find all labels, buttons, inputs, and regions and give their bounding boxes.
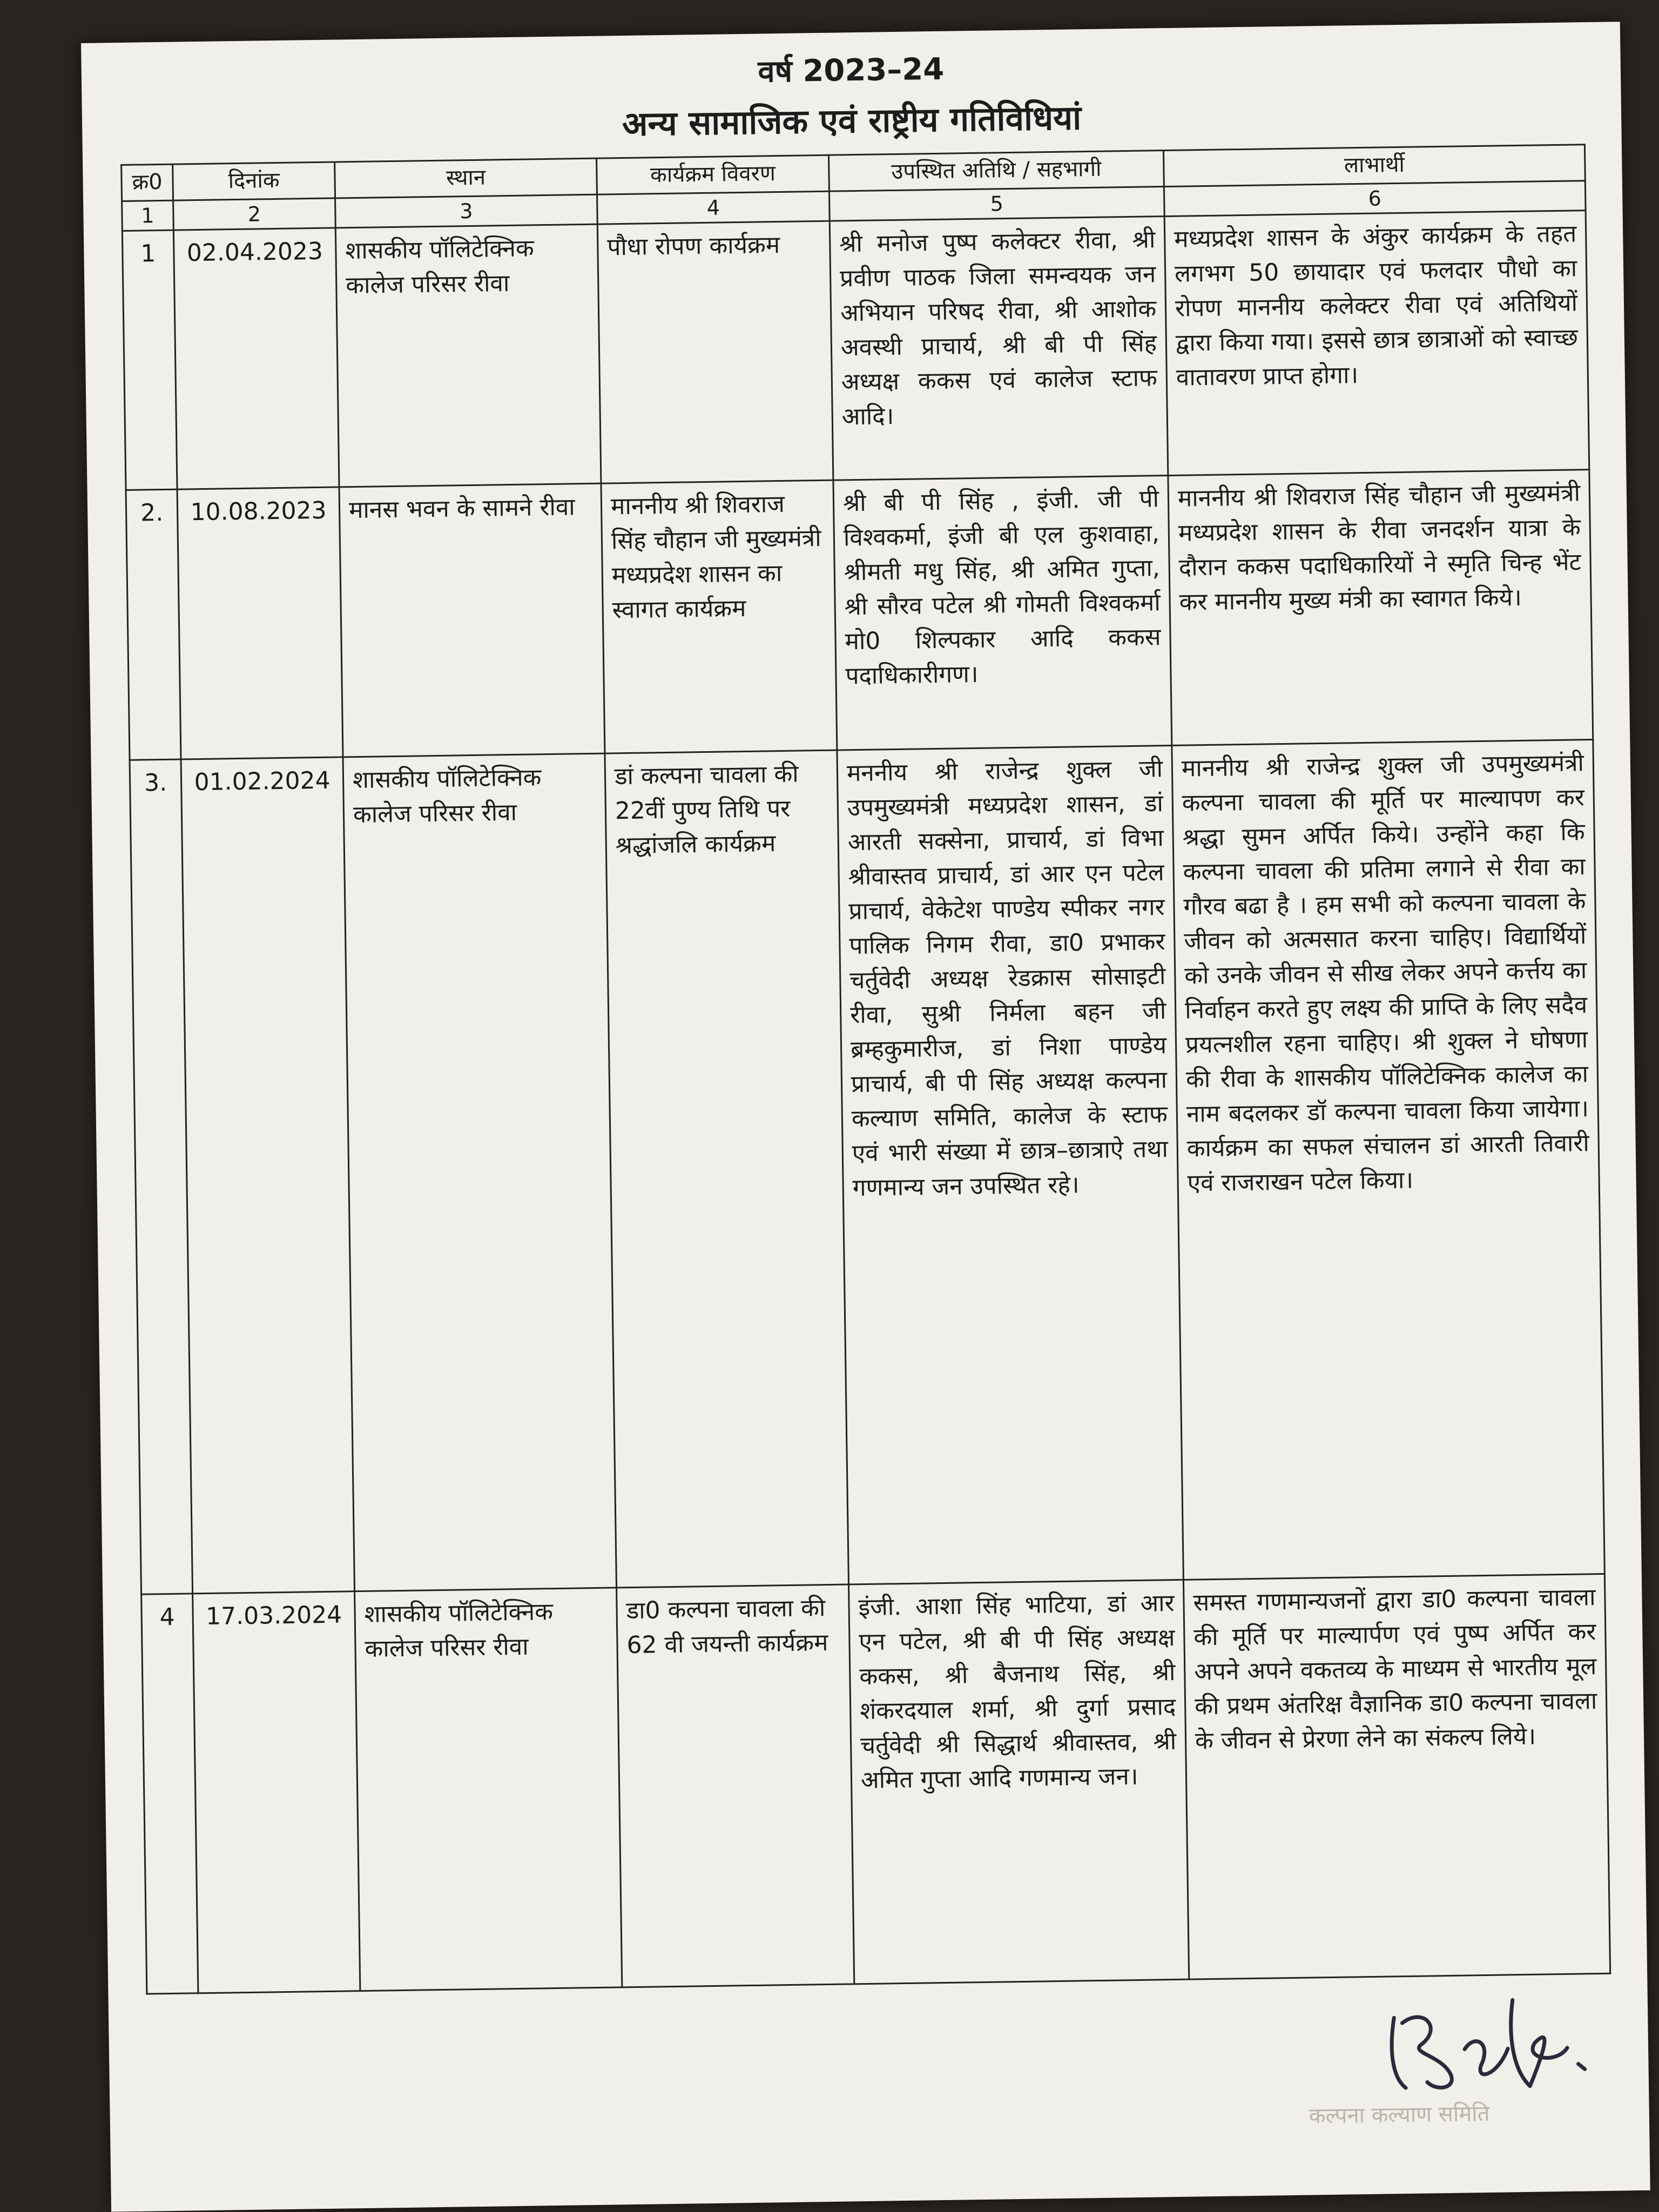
guests-cell: श्री मनोज पुष्प कलेक्टर रीवा, श्री प्रवीण पाठक जिला समन्वयक जन अभियान परिषद रीवा, श्री आशोक अवस्थी प्राचार्य, श्री बी पी सिंह अध्यक्ष ककस एवं कालेज स्टाफ आदि। bbox=[830, 217, 1168, 481]
column-number: 6 bbox=[1164, 181, 1586, 217]
program-cell: माननीय श्री शिवराज सिंह चौहान जी मुख्यमंत्री मध्यप्रदेश शासन का स्वागत कार्यक्रम bbox=[601, 480, 837, 753]
header-guests: उपस्थित अतिथि / सहभागी bbox=[829, 151, 1164, 192]
year-heading: वर्ष 2023–24 bbox=[758, 51, 945, 90]
serial-cell: 1 bbox=[122, 230, 177, 490]
table-row bbox=[141, 1574, 1610, 1994]
column-number: 1 bbox=[122, 200, 174, 231]
table-row bbox=[130, 740, 1604, 1595]
date-cell: 17.03.2024 bbox=[193, 1591, 360, 1993]
guests-cell: इंजी. आशा सिंह भाटिया, डां आर एन पटेल, श्री बी पी सिंह अध्यक्ष ककस, श्री बैजनाथ सिंह, श्री शंकरदयाल शर्मा, श्री दुर्गा प्रसाद चर्तुवेदी श्री सिद्धार्थ श्रीवास्तव, श्री अमित गुप्ता आदि गणमान्य जन। bbox=[848, 1580, 1189, 1984]
table-row bbox=[126, 470, 1593, 760]
place-cell: मानस भवन के सामने रीवा bbox=[339, 483, 605, 757]
activities-table bbox=[120, 144, 1611, 1995]
beneficiary-cell: मध्यप्रदेश शासन के अंकुर कार्यक्रम के तहत लगभग 50 छायादार एवं फलदार पौधो का रोपण माननीय कलेक्टर रीवा एवं अतिथियों द्वारा किया गया। इससे छात्र छात्राओं को स्वाच्छ वातावरण प्राप्त होगा। bbox=[1164, 211, 1589, 476]
guests-cell: मननीय श्री राजेन्द्र शुक्ल जी उपमुख्यमंत्री मध्यप्रदेश शासन, डां आरती सक्सेना, प्राचार्य, डां विभा श्रीवास्तव प्राचार्य, डां आर एन पटेल प्राचार्य, वेकेटेश पाण्डेय स्पीकर नगर पालिक निगम रीवा, डा0 प्रभाकर चर्तुवेदी अध्यक्ष रेडक्रास सोसाइटी रीवा, सुश्री निर्मला बहन जी ब्रम्हकुमारीज, डां निशा पाण्डेय प्राचार्य, बी पी सिंह अध्यक्ष कल्पना कल्याण समिति, कालेज के स्टाफ एवं भारी संख्या में छात्र–छात्राऐ तथा गणमान्य जन उपस्थित रहे। bbox=[837, 745, 1184, 1584]
serial-cell: 3. bbox=[130, 759, 193, 1594]
beneficiary-cell: समस्त गणमान्यजनों द्वारा डा0 कल्पना चावला की मूर्ति पर माल्यार्पण एवं पुष्प अर्पित कर अपने अपने वकतव्य के माध्यम से भारतीय मूल की प्रथम अंतरिक्ष वैज्ञानिक डा0 कल्पना चावला के जीवन से प्रेरणा लेने का संकल्प लिये। bbox=[1183, 1574, 1610, 1979]
place-cell: शासकीय पॉलिटेक्निक कालेज परिसर रीवा bbox=[335, 224, 601, 487]
column-number: 3 bbox=[335, 194, 598, 228]
serial-cell: 4 bbox=[141, 1594, 198, 1994]
program-cell: पौधा रोपण कार्यक्रम bbox=[597, 221, 833, 483]
header-date: दिनांक bbox=[173, 162, 335, 200]
beneficiary-cell: माननीय श्री राजेन्द्र शुक्ल जी उपमुख्यमंत्री कल्पना चावला की मूर्ति पर माल्यापण कर श्रद्धा सुमन अर्पित किये। उन्होंने कहा कि कल्पना चावला की प्रतिमा लगाने से रीवा का गौरव बढा है । हम सभी को कल्पना चावला के जीवन को अत्मसात करना चाहिए। विद्यार्थियों को उनके जीवन से सीख लेकर अपने कर्त्तय का निर्वाहन करते हुए लक्ष्य की प्राप्ति के लिए सदैव प्रयत्नशील रहना चाहिए। श्री शुक्ल ने घोषणा की रीवा के शासकीय पॉलिटेक्निक कालेज का नाम बदलकर डॉ कल्पना चावला किया जायेगा। कार्यक्रम का सफल संचालन डां आरती तिवारी एवं राजराखन पटेल किया। bbox=[1172, 740, 1604, 1580]
faded-stamp: कल्पना कल्याण समिति bbox=[1309, 2101, 1490, 2129]
guests-cell: श्री बी पी सिंह , इंजी. जी पी विश्वकर्मा, इंजी बी एल कुशवाहा, श्रीमती मधु सिंह, श्री अमित गुप्ता, श्री सौरव पटेल श्री गोमती विश्वकर्मा मो0 शिल्पकार आदि ककस पदाधिकारीगण। bbox=[833, 475, 1172, 750]
serial-cell: 2. bbox=[126, 489, 181, 760]
handwritten-signature bbox=[1372, 1982, 1600, 2105]
table-row bbox=[122, 211, 1589, 490]
header-serial: क्र0 bbox=[122, 164, 173, 201]
program-cell: डां कल्पना चावला की 22वीं पुण्य तिथि पर श्रद्धांजलि कार्यक्रम bbox=[605, 750, 849, 1588]
column-number: 5 bbox=[829, 187, 1164, 221]
header-beneficiary: लाभार्थी bbox=[1163, 145, 1585, 187]
place-cell: शासकीय पॉलिटेक्निक कालेज परिसर रीवा bbox=[343, 753, 617, 1591]
beneficiary-cell: माननीय श्री शिवराज सिंह चौहान जी मुख्यमंत्री मध्यप्रदेश शासन के रीवा जनदर्शन यात्रा के दौरान ककस पदाधिकारियों ने स्मृति चिन्ह भेंट कर माननीय मुख्य मंत्री का स्वागत किये। bbox=[1168, 470, 1593, 746]
column-number: 2 bbox=[173, 198, 336, 230]
program-cell: डा0 कल्पना चावला की 62 वी जयन्ती कार्यक्रम bbox=[617, 1584, 854, 1987]
header-place: स्थान bbox=[335, 158, 597, 198]
date-cell: 01.02.2024 bbox=[181, 757, 355, 1594]
date-cell: 10.08.2023 bbox=[177, 487, 343, 759]
header-program: कार्यक्रम विवरण bbox=[597, 155, 830, 194]
page-title: अन्य सामाजिक एवं राष्ट्रीय गतिविधियां bbox=[622, 98, 1082, 144]
place-cell: शासकीय पॉलिटेक्निक कालेज परिसर रीवा bbox=[355, 1588, 622, 1991]
date-cell: 02.04.2023 bbox=[173, 228, 339, 489]
document-page bbox=[81, 22, 1650, 2211]
column-number: 4 bbox=[597, 191, 830, 224]
